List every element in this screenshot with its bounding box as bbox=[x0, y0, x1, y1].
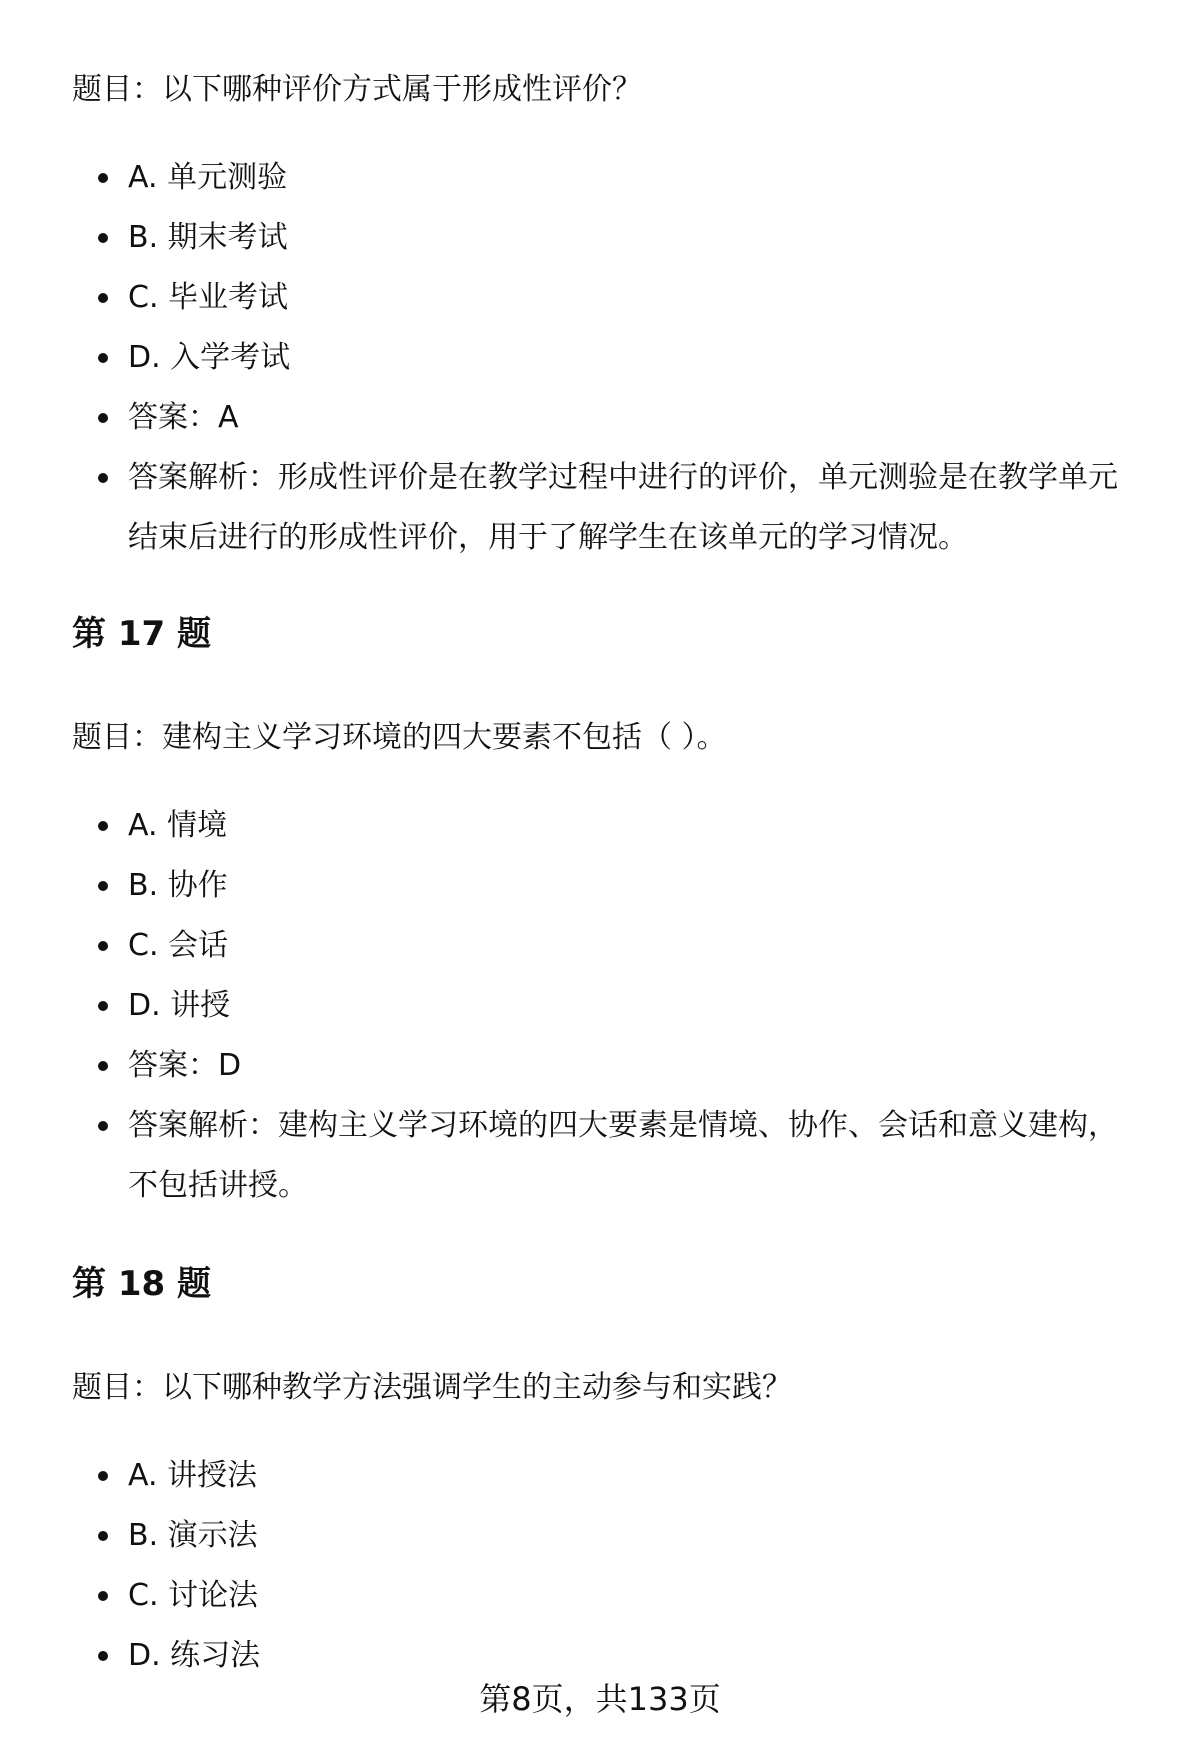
bullet-icon bbox=[98, 1001, 108, 1011]
analysis-text: 答案解析：建构主义学习环境的四大要素是情境、协作、会话和意义建构，不包括讲授。 bbox=[128, 1108, 1118, 1203]
question-heading: 第 18 题 bbox=[72, 1264, 211, 1304]
bullet-icon bbox=[98, 881, 108, 891]
option-label: D. 练习法 bbox=[128, 1638, 261, 1673]
option-label: C. 讨论法 bbox=[128, 1578, 259, 1613]
answer-text: 答案：A bbox=[128, 400, 239, 435]
option-label: D. 讲授 bbox=[128, 988, 231, 1023]
page-footer: 第8页，共133页 bbox=[479, 1680, 721, 1718]
option-label: A. 讲授法 bbox=[128, 1458, 258, 1493]
analysis-item bbox=[0, 448, 1200, 568]
option-label: D. 入学考试 bbox=[128, 340, 291, 375]
answer-text: 答案：D bbox=[128, 1048, 242, 1083]
option-item bbox=[0, 1506, 1200, 1566]
option-item bbox=[0, 796, 1200, 856]
option-label: B. 演示法 bbox=[128, 1518, 258, 1553]
bullet-icon bbox=[98, 473, 108, 483]
question-text: 题目：以下哪种评价方式属于形成性评价？ bbox=[72, 72, 642, 107]
option-item bbox=[0, 916, 1200, 976]
question-heading: 第 17 题 bbox=[72, 614, 211, 654]
answer-item bbox=[0, 388, 1200, 448]
option-item bbox=[0, 1446, 1200, 1506]
option-label: C. 会话 bbox=[128, 928, 229, 963]
option-list bbox=[0, 148, 1200, 568]
option-item bbox=[0, 1566, 1200, 1626]
analysis-text: 答案解析：形成性评价是在教学过程中进行的评价，单元测验是在教学单元结束后进行的形成性评价，用于了解学生在该单元的学习情况。 bbox=[128, 460, 1118, 555]
bullet-icon bbox=[98, 941, 108, 951]
option-label: B. 协作 bbox=[128, 868, 228, 903]
bullet-icon bbox=[98, 1591, 108, 1601]
bullet-icon bbox=[98, 1651, 108, 1661]
answer-item bbox=[0, 1036, 1200, 1096]
bullet-icon bbox=[98, 1061, 108, 1071]
option-list bbox=[0, 1446, 1200, 1686]
option-label: B. 期末考试 bbox=[128, 220, 288, 255]
bullet-icon bbox=[98, 1121, 108, 1131]
bullet-icon bbox=[98, 413, 108, 423]
option-item bbox=[0, 268, 1200, 328]
bullet-icon bbox=[98, 821, 108, 831]
option-item bbox=[0, 856, 1200, 916]
option-item bbox=[0, 148, 1200, 208]
bullet-icon bbox=[98, 1531, 108, 1541]
option-item bbox=[0, 328, 1200, 388]
option-list bbox=[0, 796, 1200, 1216]
bullet-icon bbox=[98, 173, 108, 183]
option-label: C. 毕业考试 bbox=[128, 280, 289, 315]
option-item bbox=[0, 976, 1200, 1036]
bullet-icon bbox=[98, 293, 108, 303]
bullet-icon bbox=[98, 233, 108, 243]
bullet-icon bbox=[98, 1471, 108, 1481]
option-item bbox=[0, 208, 1200, 268]
question-text: 题目：以下哪种教学方法强调学生的主动参与和实践？ bbox=[72, 1370, 792, 1405]
option-label: A. 情境 bbox=[128, 808, 228, 843]
option-label: A. 单元测验 bbox=[128, 160, 288, 195]
bullet-icon bbox=[98, 353, 108, 363]
analysis-item bbox=[0, 1096, 1200, 1216]
question-text: 题目：建构主义学习环境的四大要素不包括（ ）。 bbox=[72, 720, 727, 755]
